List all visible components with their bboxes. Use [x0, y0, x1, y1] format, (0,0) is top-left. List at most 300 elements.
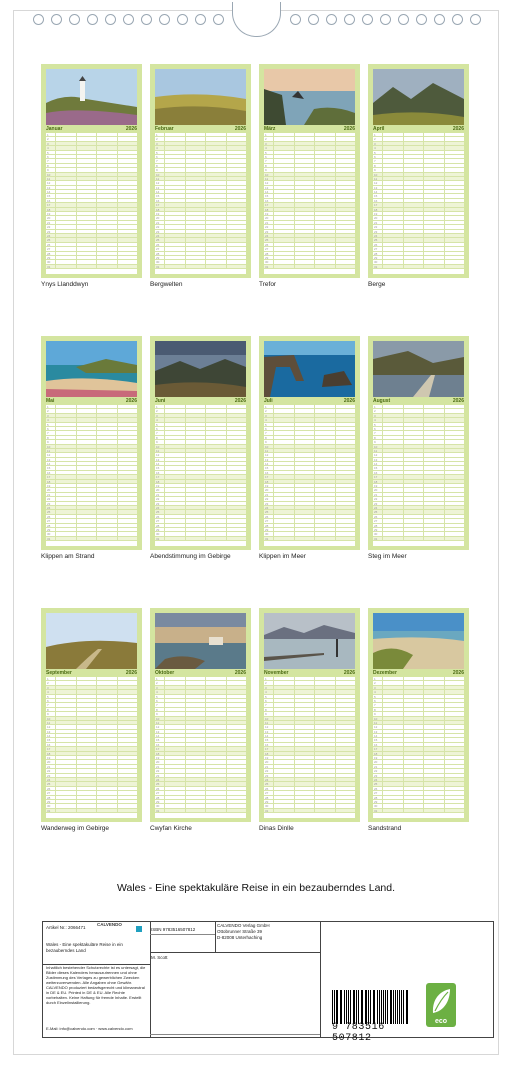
month-year: 2026 — [234, 398, 246, 404]
day-cell — [96, 409, 117, 412]
day-cell — [444, 199, 465, 202]
day-cell — [273, 190, 294, 193]
day-cell — [185, 537, 206, 540]
month-photo — [264, 613, 355, 669]
day-number: 18 — [47, 207, 51, 212]
day-cell — [273, 765, 294, 768]
day-cell — [273, 466, 294, 469]
day-cell — [294, 734, 315, 737]
month-photo — [46, 341, 137, 397]
day-number: 11 — [374, 448, 378, 453]
day-cell — [205, 405, 226, 408]
day-cell — [314, 256, 335, 259]
day-cell — [444, 453, 465, 456]
day-number: 29 — [265, 255, 269, 260]
day-cell — [226, 230, 247, 233]
month-name: September — [46, 670, 72, 676]
day-cell — [117, 418, 138, 421]
day-cell — [294, 151, 315, 154]
day-cell — [273, 405, 294, 408]
month-photo — [264, 341, 355, 397]
day-cell — [335, 475, 356, 478]
day-cell — [205, 497, 226, 500]
day-cell — [444, 506, 465, 509]
day-cell — [294, 730, 315, 733]
day-number: 31 — [47, 808, 51, 813]
day-cell — [382, 721, 403, 724]
day-cell — [423, 695, 444, 698]
day-cell — [185, 703, 206, 706]
day-cell — [164, 804, 185, 807]
day-cell — [335, 708, 356, 711]
barcode-number: 9 783516 507812 — [332, 1022, 385, 1044]
day-cell — [444, 730, 465, 733]
day-cell — [55, 137, 76, 140]
day-cell — [403, 537, 424, 540]
day-number: 11 — [156, 720, 160, 725]
day-cell — [382, 510, 403, 513]
day-cell — [55, 190, 76, 193]
day-cell — [55, 519, 76, 522]
day-cell — [205, 431, 226, 434]
day-cell — [205, 765, 226, 768]
binding-hole — [452, 14, 463, 25]
day-cell — [423, 493, 444, 496]
day-cell — [117, 804, 138, 807]
day-cell — [55, 532, 76, 535]
day-cell — [164, 506, 185, 509]
month-year: 2026 — [343, 398, 355, 404]
day-cell — [205, 747, 226, 750]
day-grid — [46, 405, 137, 546]
day-number: 6 — [156, 698, 158, 703]
day-cell — [76, 453, 97, 456]
day-cell — [96, 216, 117, 219]
day-cell — [314, 738, 335, 741]
day-cell — [226, 774, 247, 777]
day-cell — [226, 738, 247, 741]
day-cell — [423, 787, 444, 790]
day-number: 6 — [374, 426, 376, 431]
day-cell — [164, 782, 185, 785]
day-cell — [335, 493, 356, 496]
day-cell — [423, 708, 444, 711]
day-cell — [117, 510, 138, 513]
day-number: 23 — [47, 773, 51, 778]
day-number: 17 — [374, 203, 378, 208]
day-cell — [444, 173, 465, 176]
day-cell — [403, 730, 424, 733]
day-cell — [76, 423, 97, 426]
day-cell — [444, 418, 465, 421]
day-cell — [314, 686, 335, 689]
day-cell — [96, 168, 117, 171]
day-cell — [96, 247, 117, 250]
day-cell — [55, 695, 76, 698]
day-cell — [226, 721, 247, 724]
day-cell — [403, 782, 424, 785]
day-cell — [96, 730, 117, 733]
day-cell — [117, 782, 138, 785]
day-cell — [335, 488, 356, 491]
day-cell — [226, 164, 247, 167]
day-cell — [403, 436, 424, 439]
day-cell — [185, 265, 206, 268]
day-cell — [335, 796, 356, 799]
day-number: 30 — [265, 804, 269, 809]
day-number: 26 — [156, 514, 160, 519]
day-cell — [335, 265, 356, 268]
day-number: 5 — [374, 694, 376, 699]
day-cell — [55, 703, 76, 706]
day-cell — [294, 765, 315, 768]
day-cell — [76, 769, 97, 772]
day-cell — [55, 445, 76, 448]
day-cell — [403, 804, 424, 807]
day-cell — [164, 234, 185, 237]
day-cell — [403, 449, 424, 452]
day-number: 22 — [47, 225, 51, 230]
day-cell — [185, 712, 206, 715]
day-number: 14 — [265, 462, 269, 467]
day-cell — [273, 787, 294, 790]
day-number: 24 — [374, 777, 378, 782]
day-cell — [76, 747, 97, 750]
day-cell — [185, 458, 206, 461]
day-cell — [382, 194, 403, 197]
day-cell — [55, 405, 76, 408]
day-cell — [335, 506, 356, 509]
day-cell — [117, 690, 138, 693]
day-cell — [76, 515, 97, 518]
day-cell — [335, 730, 356, 733]
day-number: 24 — [47, 505, 51, 510]
day-number: 15 — [156, 466, 160, 471]
day-cell — [423, 155, 444, 158]
day-number: 5 — [47, 422, 49, 427]
day-cell — [164, 436, 185, 439]
day-cell — [96, 804, 117, 807]
day-cell — [226, 488, 247, 491]
day-cell — [314, 212, 335, 215]
day-cell — [76, 471, 97, 474]
day-cell — [294, 475, 315, 478]
day-cell — [76, 194, 97, 197]
day-cell — [164, 686, 185, 689]
day-cell — [164, 787, 185, 790]
day-number: 20 — [265, 216, 269, 221]
day-cell — [117, 203, 138, 206]
day-cell — [117, 809, 138, 812]
day-cell — [335, 510, 356, 513]
day-number: 9 — [265, 712, 267, 717]
day-cell — [382, 809, 403, 812]
day-cell — [335, 252, 356, 255]
month-caption: Bergwelten — [150, 281, 183, 288]
day-cell — [117, 173, 138, 176]
day-cell — [273, 769, 294, 772]
day-cell — [335, 243, 356, 246]
day-number: 26 — [156, 242, 160, 247]
day-cell — [76, 506, 97, 509]
day-cell — [273, 488, 294, 491]
day-cell — [423, 208, 444, 211]
day-cell — [205, 216, 226, 219]
day-cell — [96, 712, 117, 715]
day-cell — [205, 221, 226, 224]
day-cell — [382, 466, 403, 469]
day-cell — [164, 484, 185, 487]
day-cell — [55, 247, 76, 250]
day-row — [155, 809, 246, 813]
day-cell — [403, 699, 424, 702]
barcode-bar — [403, 990, 404, 1024]
day-cell — [164, 712, 185, 715]
day-cell — [96, 686, 117, 689]
day-cell — [226, 445, 247, 448]
day-cell — [335, 471, 356, 474]
day-number: 14 — [265, 190, 269, 195]
day-number: 21 — [156, 220, 160, 225]
day-cell — [55, 510, 76, 513]
day-number: 18 — [374, 479, 378, 484]
day-cell — [314, 502, 335, 505]
day-cell — [205, 247, 226, 250]
day-cell — [423, 686, 444, 689]
day-number: 13 — [156, 457, 160, 462]
day-cell — [403, 510, 424, 513]
day-cell — [423, 515, 444, 518]
day-cell — [314, 528, 335, 531]
day-cell — [164, 677, 185, 680]
day-cell — [294, 137, 315, 140]
day-cell — [314, 146, 335, 149]
day-cell — [76, 418, 97, 421]
day-cell — [185, 752, 206, 755]
day-number: 30 — [156, 260, 160, 265]
day-cell — [117, 524, 138, 527]
day-cell — [76, 409, 97, 412]
day-cell — [314, 717, 335, 720]
barcode — [332, 990, 410, 1024]
day-cell — [185, 686, 206, 689]
day-number: 11 — [265, 720, 269, 725]
day-cell — [226, 190, 247, 193]
day-number: 16 — [374, 198, 378, 203]
day-cell — [335, 721, 356, 724]
day-cell — [382, 208, 403, 211]
day-cell — [444, 480, 465, 483]
day-cell — [273, 212, 294, 215]
day-cell — [55, 146, 76, 149]
day-cell — [294, 686, 315, 689]
day-cell — [117, 695, 138, 698]
day-cell — [403, 681, 424, 684]
day-number: 13 — [47, 185, 51, 190]
day-cell — [205, 760, 226, 763]
day-number: 14 — [374, 462, 378, 467]
day-cell — [294, 186, 315, 189]
day-cell — [335, 725, 356, 728]
day-number: 13 — [47, 729, 51, 734]
day-cell — [226, 414, 247, 417]
day-cell — [164, 431, 185, 434]
day-number: 18 — [265, 479, 269, 484]
day-cell — [185, 409, 206, 412]
day-cell — [423, 497, 444, 500]
day-cell — [423, 765, 444, 768]
day-cell — [96, 146, 117, 149]
day-cell — [185, 532, 206, 535]
day-cell — [273, 774, 294, 777]
barcode-bar — [407, 990, 408, 1024]
day-cell — [76, 414, 97, 417]
day-cell — [403, 216, 424, 219]
day-number: 31 — [374, 536, 378, 541]
barcode-bar — [370, 990, 371, 1024]
day-cell — [205, 686, 226, 689]
day-cell — [273, 712, 294, 715]
day-cell — [76, 431, 97, 434]
day-cell — [273, 515, 294, 518]
day-number: 19 — [265, 756, 269, 761]
day-cell — [76, 480, 97, 483]
day-cell — [96, 137, 117, 140]
day-cell — [55, 155, 76, 158]
day-cell — [117, 800, 138, 803]
day-cell — [314, 405, 335, 408]
day-cell — [185, 462, 206, 465]
day-cell — [55, 743, 76, 746]
day-cell — [444, 260, 465, 263]
day-cell — [335, 409, 356, 412]
day-cell — [444, 186, 465, 189]
day-cell — [164, 146, 185, 149]
day-cell — [314, 234, 335, 237]
day-number: 9 — [156, 440, 158, 445]
day-cell — [335, 133, 356, 136]
day-cell — [55, 431, 76, 434]
day-cell — [382, 133, 403, 136]
day-cell — [403, 203, 424, 206]
day-cell — [55, 796, 76, 799]
day-cell — [76, 791, 97, 794]
day-cell — [335, 190, 356, 193]
day-cell — [164, 449, 185, 452]
day-cell — [273, 194, 294, 197]
day-number: 28 — [156, 251, 160, 256]
day-cell — [117, 177, 138, 180]
day-number: 27 — [47, 519, 51, 524]
day-cell — [226, 730, 247, 733]
day-number: 3 — [374, 141, 376, 146]
day-cell — [314, 186, 335, 189]
month-caption: Trefor — [259, 281, 277, 288]
day-cell — [55, 168, 76, 171]
day-cell — [273, 252, 294, 255]
day-cell — [335, 256, 356, 259]
day-number: 21 — [374, 220, 378, 225]
day-cell — [117, 427, 138, 430]
day-cell — [423, 265, 444, 268]
day-cell — [314, 695, 335, 698]
day-number: 26 — [265, 786, 269, 791]
day-cell — [226, 708, 247, 711]
day-cell — [382, 677, 403, 680]
day-cell — [76, 712, 97, 715]
day-cell — [164, 133, 185, 136]
day-cell — [164, 409, 185, 412]
calendar-title: Wales - Eine spektakuläre Reise in ein bezauberndes Land. — [116, 882, 396, 894]
day-cell — [55, 423, 76, 426]
day-number: 5 — [156, 694, 158, 699]
day-cell — [273, 471, 294, 474]
day-cell — [314, 462, 335, 465]
day-cell — [335, 497, 356, 500]
day-cell — [382, 418, 403, 421]
day-cell — [423, 186, 444, 189]
day-number: 22 — [374, 225, 378, 230]
day-cell — [205, 524, 226, 527]
day-cell — [226, 703, 247, 706]
day-number: 28 — [156, 795, 160, 800]
day-cell — [444, 471, 465, 474]
day-number: 22 — [156, 497, 160, 502]
day-cell — [55, 256, 76, 259]
day-cell — [423, 769, 444, 772]
day-cell — [117, 405, 138, 408]
day-number: 26 — [47, 242, 51, 247]
day-cell — [444, 804, 465, 807]
day-number: 29 — [156, 527, 160, 532]
day-cell — [96, 738, 117, 741]
day-cell — [314, 756, 335, 759]
day-cell — [117, 221, 138, 224]
day-cell — [164, 458, 185, 461]
day-cell — [55, 265, 76, 268]
day-cell — [444, 445, 465, 448]
day-cell — [403, 488, 424, 491]
day-cell — [335, 480, 356, 483]
day-cell — [273, 506, 294, 509]
day-number: 20 — [156, 760, 160, 765]
day-cell — [226, 752, 247, 755]
day-cell — [273, 423, 294, 426]
day-number: 31 — [156, 264, 160, 269]
day-cell — [444, 133, 465, 136]
day-cell — [294, 756, 315, 759]
day-cell — [76, 208, 97, 211]
day-cell — [96, 445, 117, 448]
day-number: 28 — [374, 523, 378, 528]
day-cell — [55, 212, 76, 215]
day-number: 24 — [156, 233, 160, 238]
day-cell — [294, 440, 315, 443]
day-cell — [164, 747, 185, 750]
day-number: 10 — [265, 444, 269, 449]
day-cell — [423, 234, 444, 237]
day-cell — [117, 717, 138, 720]
day-cell — [382, 475, 403, 478]
day-cell — [76, 809, 97, 812]
day-cell — [294, 234, 315, 237]
day-cell — [335, 466, 356, 469]
day-cell — [205, 409, 226, 412]
day-number: 11 — [156, 448, 160, 453]
day-cell — [226, 203, 247, 206]
day-cell — [273, 133, 294, 136]
day-cell — [117, 760, 138, 763]
